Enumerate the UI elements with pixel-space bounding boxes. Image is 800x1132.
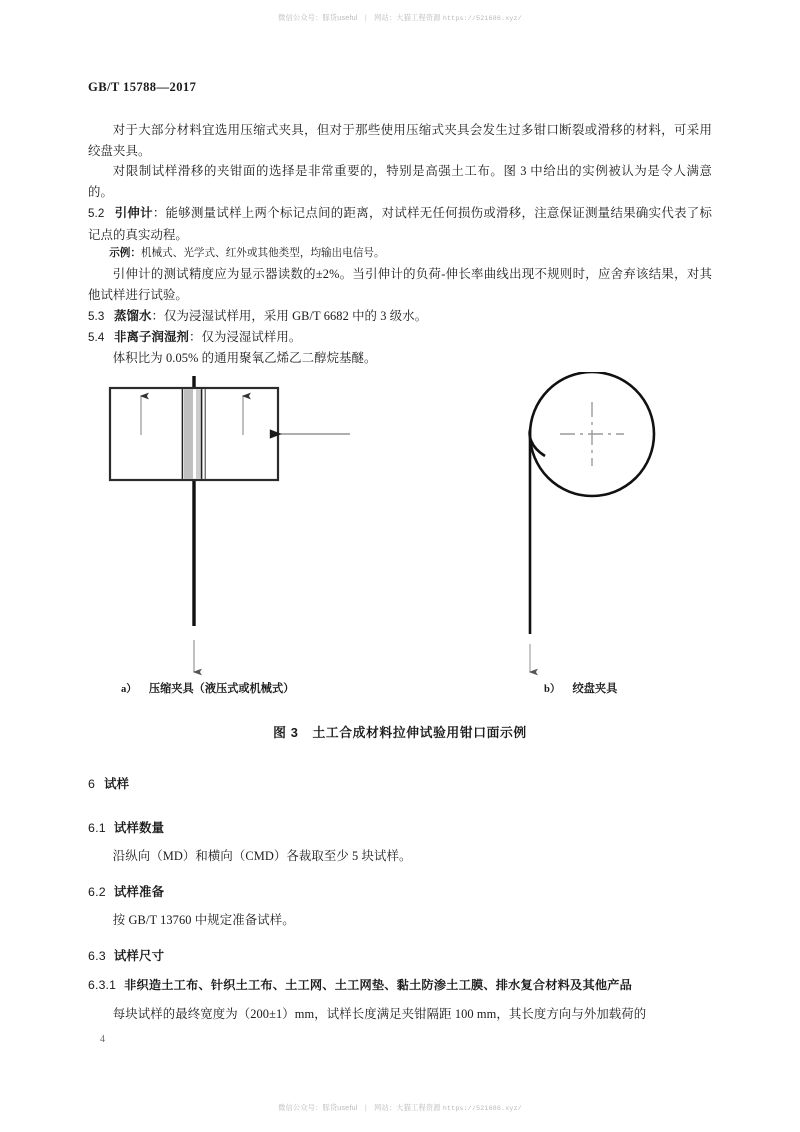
figure-3-label-b-text: 绞盘夹具 [572,683,618,695]
section-6-2-number: 6.2 [88,885,106,899]
example-block [88,244,712,264]
clause-5-3-number: 5.3 [88,310,105,323]
clause-5-2 [88,203,712,245]
watermark-bottom-url: https://521686.xyz/ [442,1105,522,1112]
figure-3-svg [88,372,712,702]
paragraph-3: 引伸计的测试精度应为显示器读数的±2%。当引伸计的负荷-伸长率曲线出现不规则时，应舍弃该结果，对其他试样进行试验。 [88,267,712,302]
figure-3-label-a-letter: a） [121,684,137,695]
clause-5-3 [88,306,712,328]
paragraph-block-2 [88,161,712,202]
clamp-body-rect [110,388,278,480]
watermark-bottom-site: 网站：大猫工程资源 [374,1103,441,1112]
example-line [88,244,712,264]
watermark-separator: | [364,13,367,22]
watermark-bottom [0,1103,800,1113]
section-6-2-body-block [88,910,712,931]
clause-5-3-text: ：仅为浸湿试样用，采用 GB/T 6682 中的 3 级水。 [151,309,428,323]
watermark-top [0,13,800,23]
clause-5-2-title: 引伸计 [114,206,153,220]
section-6-title: 试样 [104,777,130,791]
clause-5-2-number: 5.2 [88,207,105,220]
watermark-wechat: 微信公众号：豚货useful [278,13,358,22]
clause-5-2-line [88,203,712,245]
figure-3-label-a-text: 压缩夹具（液压式或机械式） [148,683,295,695]
section-6-1-body: 沿纵向（MD）和横向（CMD）各裁取至少 5 块试样。 [112,849,412,863]
paragraph-4: 体积比为 0.05% 的通用聚氧乙烯乙二醇烷基醚。 [112,351,377,365]
clause-5-3-title: 蒸馏水 [114,309,152,323]
paragraph-block-3 [88,264,712,305]
section-6-3-1-body: 每块试样的最终宽度为（200±1）mm，试样长度满足夹钳隔距 100 mm，其长度方向与外加载荷的 [112,1007,647,1021]
capstan-grip-diagram [530,372,654,672]
section-heading-6 [88,774,129,792]
figure-3 [88,372,712,702]
watermark-site: 网站：大猫工程资源 [374,13,441,22]
clause-5-2-text: ：能够测量试样上两个标记点间的距离，对试样无任何损伤或滑移，注意保证测量结果确实代表了标记点的真实动程。 [88,206,712,242]
figure-3-label-b [544,680,617,696]
section-heading-6-3-1 [88,976,632,993]
figure-3-label-b-letter: b） [544,684,561,695]
section-6-1-title: 试样数量 [113,821,165,835]
section-6-2-title: 试样准备 [113,885,165,899]
section-6-1-number: 6.1 [88,821,106,835]
clause-5-4-title: 非离子润湿剂 [114,330,189,344]
section-6-number: 6 [88,777,96,791]
clause-5-4 [88,327,712,349]
paragraph-block-4 [88,348,712,369]
section-6-3-title: 试样尺寸 [113,949,165,963]
page-number: 4 [100,1034,105,1045]
example-text: 机械式、光学式、红外或其他类型，均输出电信号。 [140,248,385,259]
watermark-bottom-separator: | [364,1103,367,1112]
compression-grip-diagram [110,376,350,672]
paragraph-block-1 [88,120,712,161]
figure-3-title-text: 土工合成材料拉伸试验用钳口面示例 [312,725,527,740]
example-label: 示例： [109,248,141,259]
section-6-3-number: 6.3 [88,949,106,963]
section-6-3-1-body-block [88,1004,712,1025]
section-6-3-1-number: 6.3.1 [88,978,117,992]
standard-code-header: GB/T 15788—2017 [88,80,197,94]
figure-3-title-number: 图 3 [273,725,299,740]
clause-5-4-line [88,327,712,349]
clause-5-4-text: ：仅为浸湿试样用。 [188,330,302,344]
figure-3-title [88,722,712,741]
watermark-url: https://521686.xyz/ [442,15,522,22]
section-heading-6-1 [88,818,164,836]
section-heading-6-2 [88,882,164,900]
grip-face-band-right [196,389,201,479]
paragraph-1: 对于大部分材料宜选用压缩式夹具，但对于那些使用压缩式夹具会发生过多钳口断裂或滑移的材料，可采用绞盘夹具。 [88,123,712,158]
section-6-2-body: 按 GB/T 13760 中规定准备试样。 [112,913,295,927]
section-6-1-body-block [88,846,712,867]
watermark-bottom-wechat: 微信公众号：豚货useful [278,1103,358,1112]
figure-3-caption-row [88,680,712,698]
paragraph-2: 对限制试样滑移的夹钳面的选择是非常重要的，特别是高强土工布。图 3 中给出的实例被认为是令人满意的。 [88,164,712,199]
figure-3-label-a [121,680,294,696]
section-heading-6-3 [88,946,164,964]
clause-5-3-line [88,306,712,328]
section-6-3-1-title: 非织造土工布、针织土工布、土工网、土工网垫、黏土防渗土工膜、排水复合材料及其他产品 [124,978,632,992]
clause-5-4-number: 5.4 [88,331,105,344]
grip-face-band-left [184,389,193,479]
